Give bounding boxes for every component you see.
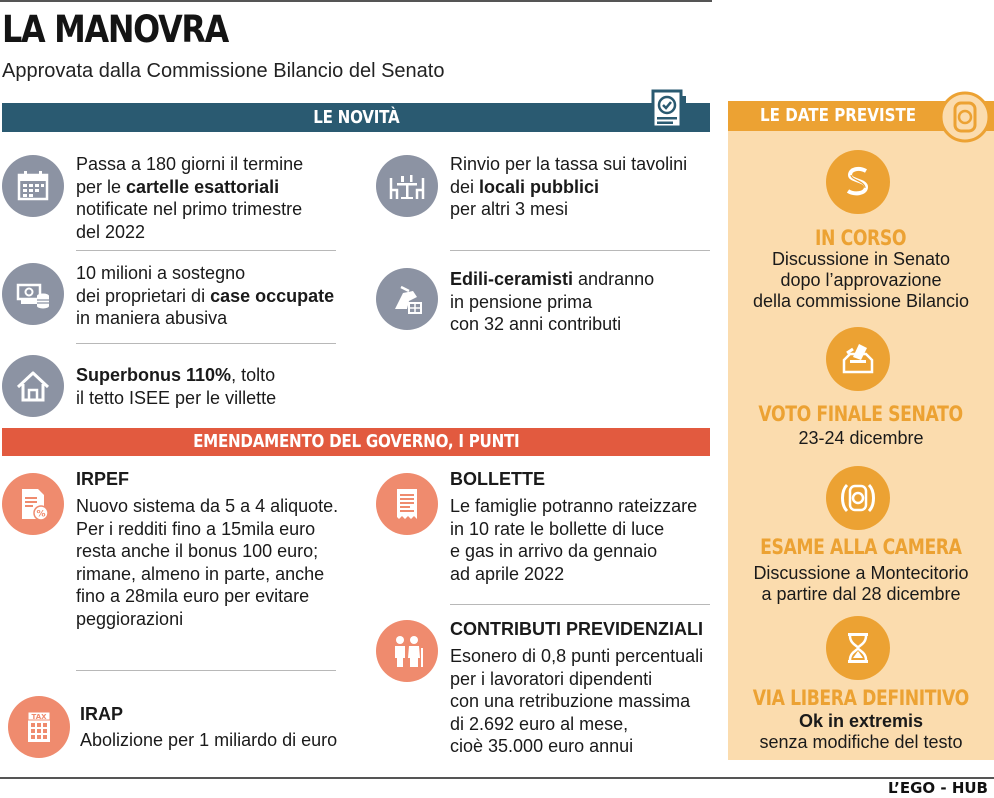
novita-edili-text: Edili-ceramisti andranno in pensione prima con 32 anni contributi <box>450 269 655 335</box>
step-voto-desc: 23-24 dicembre <box>798 428 924 448</box>
source-credit: L’EGO - HUB <box>888 779 988 797</box>
divider <box>76 343 336 344</box>
hourglass-icon <box>826 616 890 680</box>
irpef-text: Nuovo sistema da 5 a 4 aliquote. Per i redditi fino a 15mila euro resta anche il bonus 100 euro; rimane, almeno in parte, anche fino a 28mila euro per evitare peggiorazioni <box>76 496 339 629</box>
step-via-libera-title: VIA LIBERA DEFINITIVO <box>752 686 970 710</box>
page-subtitle: Approvata dalla Commissione Bilancio del Senato <box>2 60 445 82</box>
step-voto-title: VOTO FINALE SENATO <box>758 402 964 426</box>
divider <box>76 670 336 671</box>
tiler-icon <box>376 268 438 330</box>
novita-header-bar <box>2 103 710 132</box>
novita-heading: LE NOVITÀ <box>312 107 400 128</box>
step-camera-title: ESAME ALLA CAMERA <box>760 535 962 559</box>
novita-superbonus-text: Superbonus 110%, tolto il tetto ISEE per le villette <box>76 365 277 408</box>
irap-title: IRAP <box>80 704 124 724</box>
bottom-rule <box>0 777 994 779</box>
contributi-text: Esonero di 0,8 punti percentuali per i lavoratori dipendenti con una retribuzione massima di 2.692 euro al mese, cioè 35.000 euro annui <box>450 646 704 757</box>
parliament-emblem-icon <box>937 89 993 145</box>
irap-text: Abolizione per 1 miliardo di euro <box>80 730 338 750</box>
divider <box>450 250 710 251</box>
contributi-title: CONTRIBUTI PREVIDENZIALI <box>450 619 704 639</box>
bollette-title: BOLLETTE <box>450 469 545 489</box>
step-via-libera-desc: Ok in extremis senza modifiche del testo <box>759 711 963 752</box>
svg-text:%: % <box>36 509 46 520</box>
svg-text:TAX: TAX <box>31 713 47 721</box>
step-in-corso-desc: Discussione in Senato dopo l’approvazione della commissione Bilancio <box>752 249 970 311</box>
novita-cartelle-text: Passa a 180 giorni il termine per le cartelle esattoriali notificate nel primo trimestre del 2022 <box>76 154 304 242</box>
page-title: LA MANOVRA <box>2 8 228 51</box>
elderly-couple-icon <box>376 620 438 682</box>
tax-document-icon <box>2 473 64 535</box>
chamber-emblem-icon <box>826 466 890 530</box>
senate-icon <box>826 150 890 214</box>
divider <box>76 250 336 251</box>
emendamento-heading: EMENDAMENTO DEL GOVERNO, I PUNTI <box>192 431 520 452</box>
cash-icon <box>2 263 64 325</box>
irpef-title: IRPEF <box>76 469 130 489</box>
bollette-text: Le famiglie potranno rateizzare in 10 rate le bollette di luce e gas in arrivo da gennaio ad aprile 2022 <box>450 496 698 584</box>
step-in-corso-title: IN CORSO <box>815 226 907 250</box>
house-icon <box>2 355 64 417</box>
divider <box>450 604 710 605</box>
bill-icon <box>376 473 438 535</box>
top-rule <box>0 0 712 2</box>
step-camera-desc: Discussione a Montecitorio a partire dal 28 dicembre <box>753 563 969 604</box>
emendamento-header-bar <box>2 428 710 456</box>
cafe-table-icon <box>376 155 438 217</box>
tax-calculator-icon <box>8 696 70 758</box>
date-heading: LE DATE PREVISTE <box>760 105 917 126</box>
approved-document-icon <box>644 86 696 140</box>
calendar-icon <box>2 155 64 217</box>
novita-case-occupate-text: 10 milioni a sostegno dei proprietari di case occupate in maniera abusiva <box>76 263 335 329</box>
novita-tavolini-text: Rinvio per la tassa sui tavolini dei locali pubblici per altri 3 mesi <box>450 154 688 220</box>
ballot-box-icon <box>826 327 890 391</box>
